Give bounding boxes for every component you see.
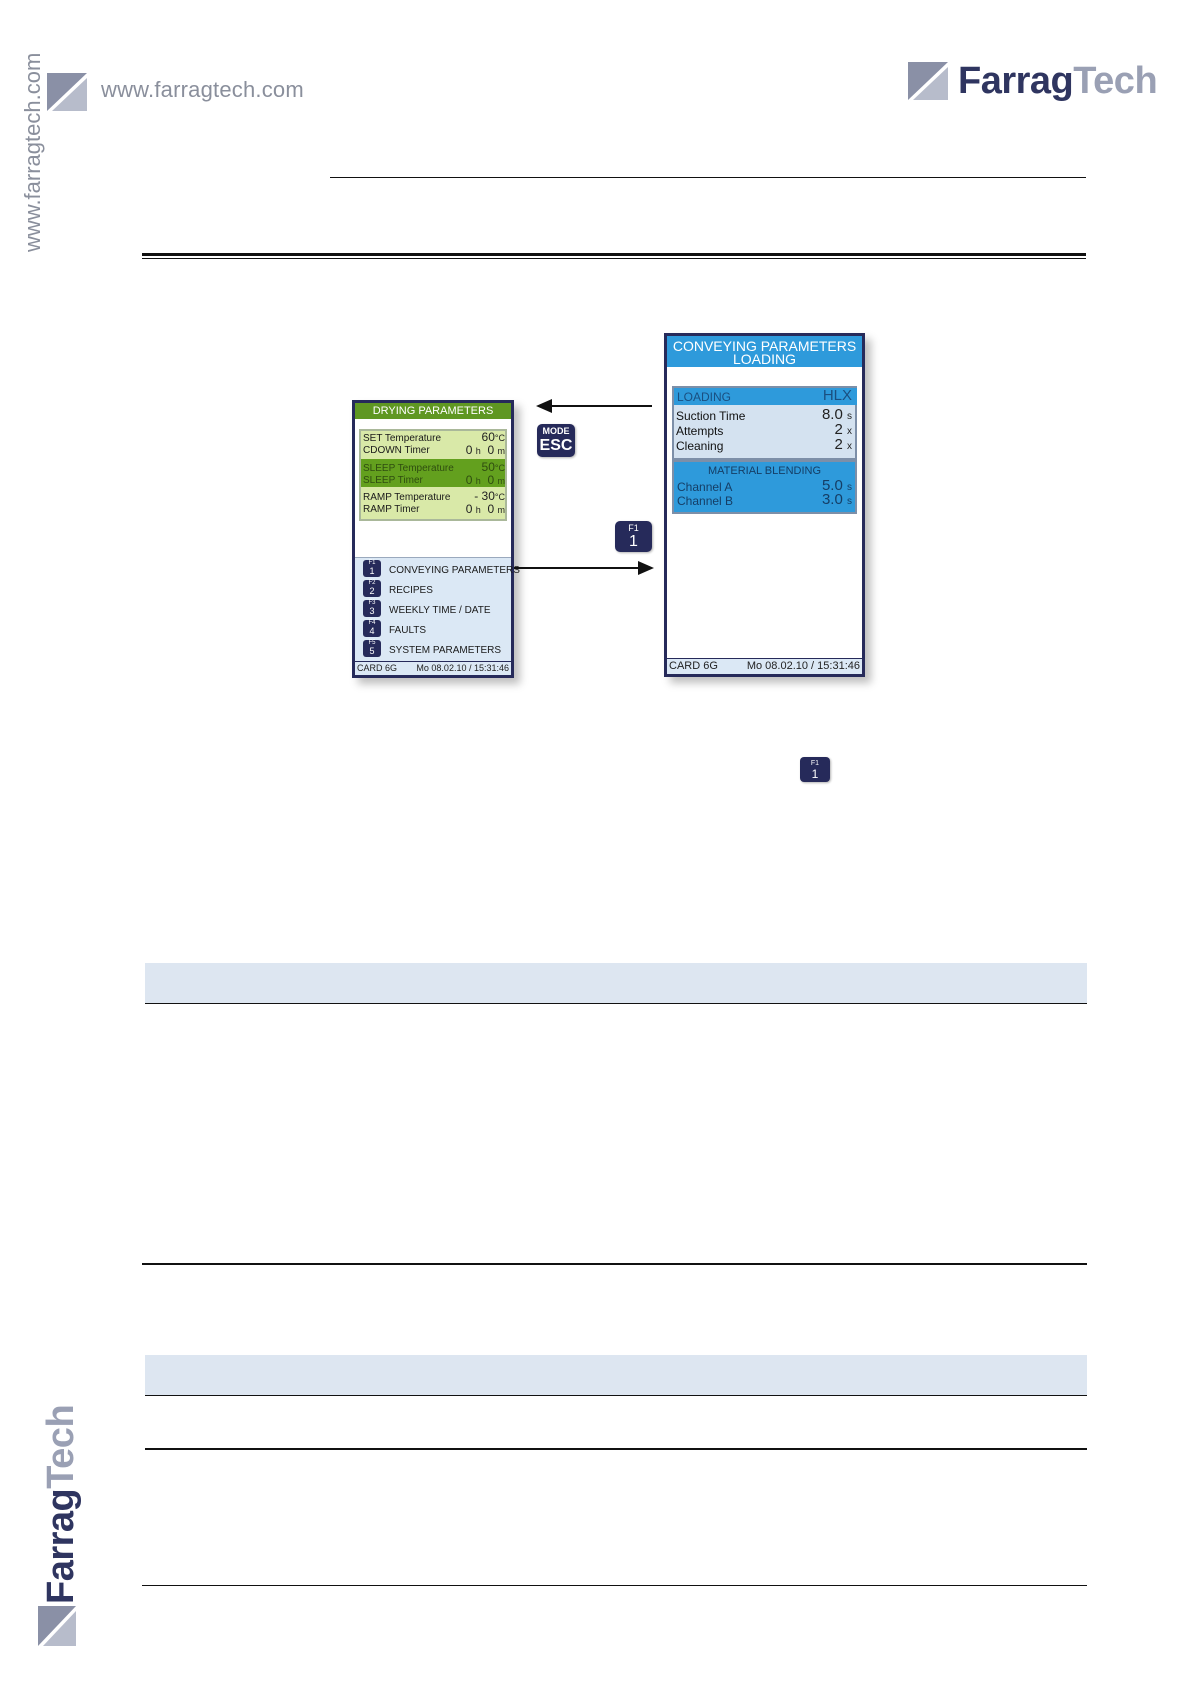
inline-f1-fn-label: F1 — [810, 760, 820, 767]
conveying-title-line1: CONVEYING PARAMETERS — [672, 338, 857, 354]
menu-f2-key[interactable]: F2 2 — [363, 580, 381, 597]
side-brand-wordmark — [40, 1344, 84, 1604]
channel-a-value: 5.0 s — [821, 477, 852, 494]
brand-logo-icon — [908, 62, 948, 100]
inline-f1-key[interactable] — [800, 757, 830, 782]
menu-item-conveying-parameters[interactable]: CONVEYING PARAMETERS — [389, 565, 520, 576]
menu-item-recipes[interactable]: RECIPES — [389, 585, 433, 596]
cdown-timer-label: CDOWN Timer — [363, 445, 430, 456]
header-website[interactable]: www.farragtech.com — [101, 77, 304, 102]
cleaning-label: Cleaning — [676, 439, 724, 453]
attempts-value: 2 x — [834, 421, 852, 438]
sleep-temperature-label: SLEEP Temperature — [363, 463, 454, 474]
f1-key[interactable] — [615, 521, 652, 552]
section-band-2 — [145, 1355, 1087, 1395]
material-blending-title: MATERIAL BLENDING — [707, 465, 822, 477]
inline-f1-num-label: 1 — [811, 767, 819, 781]
sleep-timer-label: SLEEP Timer — [363, 475, 423, 486]
header-thin-rule-2 — [142, 258, 1086, 259]
conveying-status-card: CARD 6G — [669, 660, 718, 672]
esc-key-label: ESC — [539, 437, 573, 454]
suction-time-label: Suction Time — [676, 409, 746, 423]
section-rule-3 — [145, 1448, 1087, 1450]
sleep-temperature-value: 50°C — [481, 460, 505, 474]
logo-mark-icon — [47, 73, 87, 111]
menu-item-system-parameters[interactable]: SYSTEM PARAMETERS — [389, 645, 502, 656]
menu-f4-key[interactable]: F4 4 — [363, 620, 381, 637]
back-arrow-icon — [536, 398, 656, 414]
side-logo-icon — [38, 1606, 76, 1646]
attempts-label: Attempts — [676, 424, 724, 438]
menu-item-faults[interactable]: FAULTS — [389, 625, 427, 636]
ramp-timer-value: 0 h 0 m — [465, 502, 505, 516]
section-rule-2 — [142, 1263, 1087, 1265]
ramp-temperature-label: RAMP Temperature — [363, 492, 451, 503]
section-band-1-rule — [145, 1003, 1087, 1004]
ramp-temperature-value: - 30°C — [474, 489, 505, 503]
channel-b-value: 3.0 s — [821, 491, 852, 508]
forward-arrow-icon — [512, 560, 654, 576]
mode-key-label: MODE — [542, 426, 570, 436]
channel-b-label: Channel B — [677, 494, 734, 508]
cdown-timer-value: 0 h 0 m — [465, 443, 505, 457]
section-band-2-rule — [145, 1395, 1087, 1396]
set-temperature-label: SET Temperature — [363, 433, 442, 444]
mode-esc-key[interactable] — [537, 424, 575, 457]
footer-rule — [142, 1585, 1087, 1586]
conveying-title-line2: LOADING — [732, 351, 796, 367]
conveying-parameters-screen — [664, 333, 865, 677]
drying-screen-title: DRYING PARAMETERS — [355, 403, 511, 419]
menu-f1-key[interactable]: F1 1 — [363, 560, 381, 577]
conveying-status-bar — [667, 658, 862, 674]
suction-time-value: 8.0 s — [821, 406, 852, 423]
side-website: www.farragtech.com — [20, 52, 45, 252]
drying-status-bar — [355, 661, 511, 675]
conveying-screen-title — [667, 336, 862, 367]
menu-f3-key[interactable]: F3 3 — [363, 600, 381, 617]
drying-status-card: CARD 6G — [357, 663, 398, 673]
conveying-status-datetime: Mo 08.02.10 / 15:31:46 — [746, 660, 860, 672]
f1-key-num-label: 1 — [629, 533, 638, 550]
channel-a-label: Channel A — [677, 480, 733, 494]
menu-item-weekly-time-date[interactable]: WEEKLY TIME / DATE — [389, 605, 491, 616]
header-thick-rule — [142, 253, 1086, 256]
loading-value: HLX — [822, 387, 852, 404]
side-brand-part2: Tech — [40, 1404, 82, 1489]
section-band-1 — [145, 963, 1087, 1003]
menu-f5-key[interactable]: F5 5 — [363, 640, 381, 657]
f1-key-fn-label: F1 — [628, 523, 639, 533]
brand-part1: Farrag — [958, 60, 1074, 102]
ramp-timer-label: RAMP Timer — [363, 504, 420, 515]
drying-parameters-screen — [352, 400, 520, 678]
drying-status-datetime: Mo 08.02.10 / 15:31:46 — [416, 663, 509, 673]
brand-part2: Tech — [1073, 60, 1158, 102]
side-brand-part1: Farrag — [40, 1488, 82, 1604]
set-temperature-value: 60°C — [481, 430, 505, 444]
sleep-timer-value: 0 h 0 m — [465, 473, 505, 487]
cleaning-value: 2 x — [834, 436, 852, 453]
brand-wordmark — [958, 60, 1157, 103]
loading-label: LOADING — [677, 390, 732, 404]
header-thin-rule — [330, 177, 1086, 178]
